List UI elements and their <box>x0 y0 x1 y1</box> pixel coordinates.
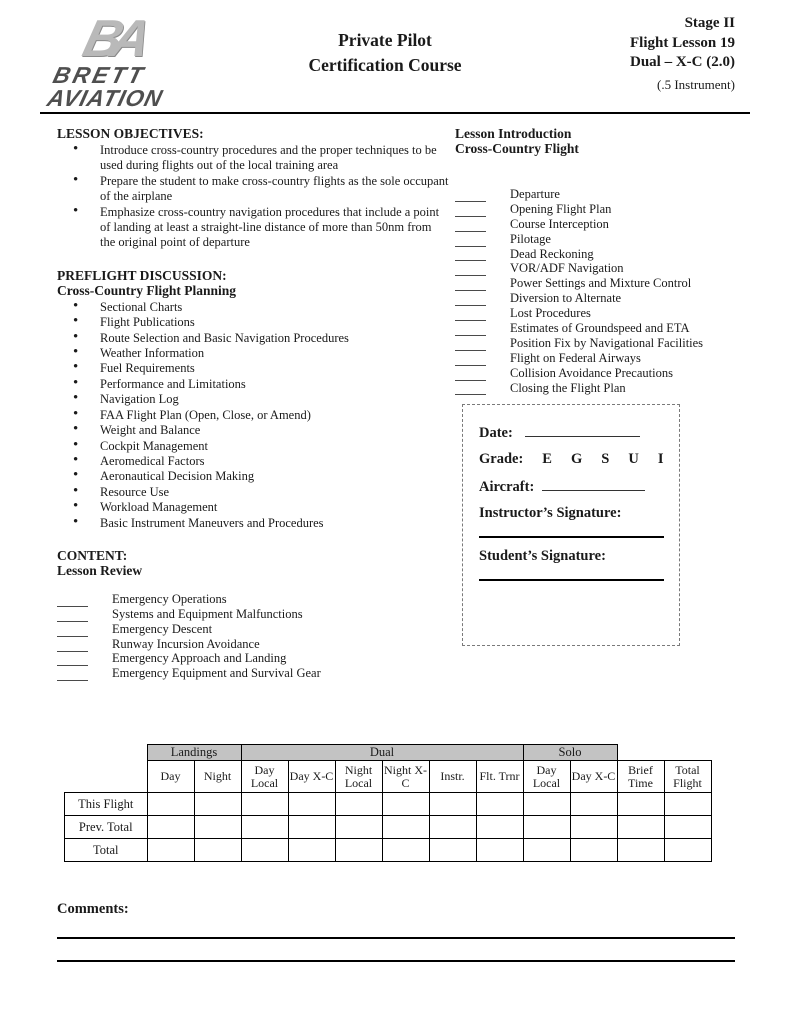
fill-in-blank <box>57 609 88 622</box>
fill-in-blank <box>57 653 88 666</box>
list-item: • Basic Instrument Maneuvers and Procedures <box>57 516 449 531</box>
checklist-row: Opening Flight Plan <box>455 202 740 217</box>
checklist-row: Power Settings and Mixture Control <box>455 276 740 291</box>
lesson-type: Dual – X-C (2.0) <box>630 54 735 70</box>
list-item: • Performance and Limitations <box>57 377 449 392</box>
table-cell <box>194 816 241 839</box>
fill-in-blank <box>455 204 486 217</box>
list-item: • Resource Use <box>57 485 449 500</box>
checklist-row: Emergency Equipment and Survival Gear <box>57 666 449 681</box>
list-item: • FAA Flight Plan (Open, Close, or Amend) <box>57 408 449 423</box>
table-cell <box>429 839 476 862</box>
fill-in-blank <box>455 278 486 291</box>
course-title-line2: Certification Course <box>308 55 462 75</box>
list-item: • Introduce cross-country procedures and the proper techniques to be used during flights out of the local training area <box>57 143 449 174</box>
fill-in-blank <box>57 594 88 607</box>
checklist-row: Closing the Flight Plan <box>455 381 740 396</box>
checklist-row: Dead Reckoning <box>455 247 740 262</box>
checklist-row: Lost Procedures <box>455 306 740 321</box>
lesson-number: Flight Lesson 19 <box>629 34 735 51</box>
table-cell <box>147 816 194 839</box>
fill-in-blank <box>455 189 486 202</box>
course-title <box>240 28 530 78</box>
table-cell <box>288 793 335 816</box>
fill-in-blank <box>455 353 486 366</box>
table-cell <box>476 816 523 839</box>
grade-signature-box <box>462 404 680 646</box>
table-cell <box>382 816 429 839</box>
grade-option-u: U <box>628 451 639 467</box>
fill-in-blank <box>455 323 486 336</box>
list-item: • Weather Information <box>57 346 449 361</box>
checklist-row: Collision Avoidance Precautions <box>455 366 740 381</box>
col-header: Total Flight <box>664 761 711 793</box>
checklist-row: Position Fix by Navigational Facilities <box>455 336 740 351</box>
checklist-row: Diversion to Alternate <box>455 291 740 306</box>
table-cell <box>570 839 617 862</box>
table-cell <box>476 793 523 816</box>
checklist-row: Runway Incursion Avoidance <box>57 637 449 652</box>
table-cell <box>288 839 335 862</box>
table-cell <box>194 839 241 862</box>
intro-subheading: Cross-Country Flight <box>455 141 579 156</box>
list-item: • Aeronautical Decision Making <box>57 469 449 484</box>
fill-in-blank <box>455 308 486 321</box>
table-cell <box>335 816 382 839</box>
table-cell <box>570 816 617 839</box>
logo-text-brett: BRETT <box>50 62 149 88</box>
group-landings: Landings <box>147 745 241 761</box>
list-item: • Sectional Charts <box>57 300 449 315</box>
fill-in-blank <box>455 382 486 395</box>
checklist-row: Emergency Operations <box>57 592 449 607</box>
list-item: • Route Selection and Basic Navigation Procedures <box>57 331 449 346</box>
table-column-header-row <box>65 761 712 793</box>
list-item: • Cockpit Management <box>57 439 449 454</box>
table-cell <box>241 816 288 839</box>
checklist-row: VOR/ADF Navigation <box>455 261 740 276</box>
fill-in-blank <box>455 293 486 306</box>
table-cell <box>476 839 523 862</box>
list-item: • Weight and Balance <box>57 423 449 438</box>
lesson-review-checklist <box>57 592 449 681</box>
date-label: Date: <box>479 425 513 441</box>
comments-label: Comments: <box>57 901 129 917</box>
group-dual: Dual <box>241 745 523 761</box>
fill-in-blank <box>455 248 486 261</box>
table-cell <box>147 839 194 862</box>
table-cell <box>335 793 382 816</box>
fill-in-blank <box>57 639 88 652</box>
instrument-time: (.5 Instrument) <box>657 76 735 92</box>
flight-time-table <box>64 744 712 862</box>
grade-option-s: S <box>601 451 610 467</box>
objectives-list <box>57 143 449 251</box>
content-heading: CONTENT: <box>57 547 128 563</box>
date-blank <box>525 423 640 437</box>
fill-in-blank <box>455 263 486 276</box>
col-header: Night <box>194 761 241 793</box>
table-row <box>65 793 712 816</box>
table-cell <box>147 793 194 816</box>
fill-in-blank <box>455 234 486 247</box>
aircraft-label: Aircraft: <box>479 479 535 495</box>
fill-in-blank <box>455 338 486 351</box>
comments-line <box>57 960 735 962</box>
aircraft-blank <box>542 477 645 491</box>
list-item: • Navigation Log <box>57 392 449 407</box>
table-group-header-row <box>65 745 712 761</box>
table-cell <box>617 839 664 862</box>
table-cell <box>570 793 617 816</box>
grade-option-g: G <box>570 451 583 467</box>
list-item: • Fuel Requirements <box>57 361 449 376</box>
col-header: Day X-C <box>288 761 335 793</box>
col-header: Day Local <box>241 761 288 793</box>
table-cell <box>523 793 570 816</box>
col-header: Day X-C <box>570 761 617 793</box>
checklist-row: Pilotage <box>455 232 740 247</box>
table-cell <box>664 839 711 862</box>
preflight-subheading: Cross-Country Flight Planning <box>57 282 237 298</box>
col-header: Night Local <box>335 761 382 793</box>
table-cell <box>664 793 711 816</box>
comments-line <box>57 937 735 939</box>
lesson-id-block <box>515 14 735 94</box>
table-cell <box>429 816 476 839</box>
instructor-signature-label: Instructor’s Signature: <box>479 505 622 521</box>
list-item: • Prepare the student to make cross-country flights as the sole occupant of the airplane <box>57 174 449 205</box>
fill-in-blank <box>57 668 88 681</box>
date-row <box>479 423 679 442</box>
row-label: This Flight <box>65 793 148 816</box>
left-column <box>57 126 449 681</box>
content-subheading: Lesson Review <box>57 562 143 578</box>
aircraft-row <box>479 477 679 496</box>
table-cell <box>523 839 570 862</box>
group-solo: Solo <box>523 745 617 761</box>
cross-country-checklist <box>455 187 740 395</box>
col-header: Night X-C <box>382 761 429 793</box>
table-cell <box>194 793 241 816</box>
instructor-signature-line <box>479 536 664 538</box>
grade-option-i: I <box>657 451 664 467</box>
table-row <box>65 816 712 839</box>
grade-row <box>479 451 679 468</box>
grade-label: Grade: <box>479 451 524 467</box>
table-cell <box>382 839 429 862</box>
table-row <box>65 839 712 862</box>
table-cell <box>523 816 570 839</box>
table-cell <box>241 793 288 816</box>
logo-monogram: BA <box>77 10 148 68</box>
table-cell <box>617 793 664 816</box>
table-cell <box>241 839 288 862</box>
table-cell <box>617 816 664 839</box>
brett-aviation-logo <box>44 10 239 111</box>
objectives-heading: LESSON OBJECTIVES: <box>57 126 204 141</box>
logo-text-aviation: AVIATION <box>44 85 166 111</box>
grade-option-e: E <box>542 451 552 467</box>
col-header: Day Local <box>523 761 570 793</box>
checklist-row: Departure <box>455 187 740 202</box>
list-item: • Aeromedical Factors <box>57 454 449 469</box>
list-item: • Emphasize cross-country navigation procedures that include a point of landing at least a straight-line distance of more than 50nm from the original point of departure <box>57 205 449 251</box>
list-item: • Flight Publications <box>57 315 449 330</box>
preflight-list <box>57 300 449 531</box>
checklist-row: Course Interception <box>455 217 740 232</box>
checklist-row: Systems and Equipment Malfunctions <box>57 607 449 622</box>
checklist-row: Emergency Descent <box>57 622 449 637</box>
checklist-row: Emergency Approach and Landing <box>57 652 449 667</box>
col-header: Brief Time <box>617 761 664 793</box>
checklist-row: Flight on Federal Airways <box>455 351 740 366</box>
col-header: Instr. <box>429 761 476 793</box>
row-label: Prev. Total <box>65 816 148 839</box>
col-header: Flt. Trnr <box>476 761 523 793</box>
row-label: Total <box>65 839 148 862</box>
right-column <box>455 126 740 395</box>
table-cell <box>288 816 335 839</box>
list-item: • Workload Management <box>57 500 449 515</box>
table-cell <box>335 839 382 862</box>
student-signature-label: Student’s Signature: <box>479 548 606 564</box>
fill-in-blank <box>455 219 486 232</box>
table-cell <box>664 816 711 839</box>
student-signature-line <box>479 579 664 581</box>
intro-heading: Lesson Introduction <box>455 126 572 141</box>
checklist-row: Estimates of Groundspeed and ETA <box>455 321 740 336</box>
header-divider <box>40 112 750 114</box>
stage-label: Stage II <box>684 15 735 31</box>
table-cell <box>382 793 429 816</box>
preflight-heading: PREFLIGHT DISCUSSION: <box>57 267 227 283</box>
fill-in-blank <box>57 624 88 637</box>
table-cell <box>429 793 476 816</box>
fill-in-blank <box>455 368 486 381</box>
course-title-line1: Private Pilot <box>338 30 432 50</box>
col-header: Day <box>147 761 194 793</box>
